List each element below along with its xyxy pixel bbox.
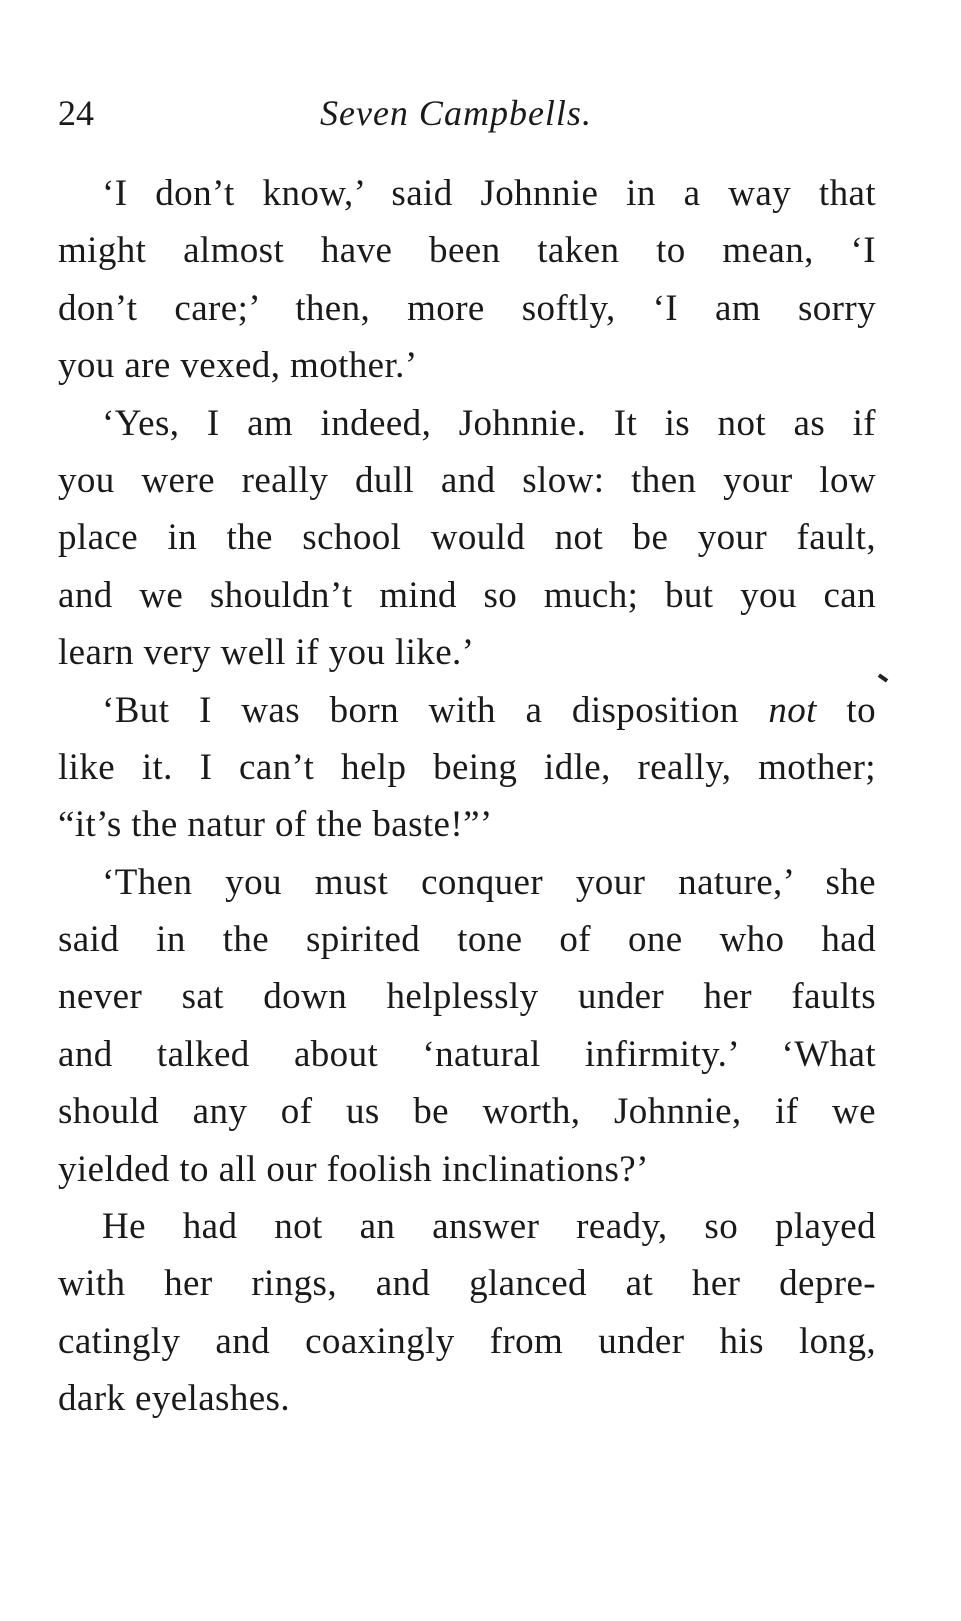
text-line: dark eyelashes. xyxy=(58,1378,291,1420)
text-line: you were really dull and slow: then your low xyxy=(58,459,876,501)
text-line: ‘I don’t know,’ said Johnnie in a way that xyxy=(102,173,876,214)
text-fragment: to xyxy=(846,689,876,731)
text-line: said in the spirited tone of one who had xyxy=(58,919,876,961)
text-line: like it. I can’t help being idle, really, mother; xyxy=(58,746,876,788)
paragraph xyxy=(58,854,876,1198)
paragraph xyxy=(58,1198,876,1428)
text-line: place in the school would not be your fault, xyxy=(58,517,876,559)
text-line: you are vexed, mother.’ xyxy=(58,345,418,387)
paragraph xyxy=(58,395,876,682)
text-fragment: ‘But I was born with a disposition xyxy=(102,689,739,731)
text-line: yielded to all our foolish inclinations?’ xyxy=(58,1148,649,1190)
running-head xyxy=(58,88,878,138)
running-title: Seven Campbells. xyxy=(320,93,592,133)
text-line: He had not an answer ready, so played xyxy=(102,1206,876,1248)
body-text xyxy=(58,165,876,1428)
text-line: and we shouldn’t mind so much; but you can xyxy=(58,574,876,616)
text-line: with her rings, and glanced at her depre- xyxy=(58,1263,876,1305)
text-line xyxy=(58,682,876,739)
text-line: and talked about ‘natural infirmity.’ ‘What xyxy=(58,1033,876,1075)
page-number: 24 xyxy=(58,93,94,133)
text-line: never sat down helplessly under her faults xyxy=(58,976,876,1018)
text-line: “it’s the natur of the baste!”’ xyxy=(58,804,493,846)
text-line: ‘Yes, I am indeed, Johnnie. It is not as if xyxy=(102,402,876,444)
paragraph xyxy=(58,682,876,854)
ink-speck xyxy=(878,673,888,682)
text-line: learn very well if you like.’ xyxy=(58,632,475,674)
paragraph xyxy=(58,165,876,395)
text-line: ‘Then you must conquer your nature,’ she xyxy=(102,861,876,903)
text-line: might almost have been taken to mean, ‘I xyxy=(58,230,876,272)
text-line: should any of us be worth, Johnnie, if we xyxy=(58,1091,876,1133)
emphasis-word: not xyxy=(768,689,817,731)
text-line: catingly and coaxingly from under his long, xyxy=(58,1320,876,1362)
text-line: don’t care;’ then, more softly, ‘I am sorry xyxy=(58,287,876,329)
